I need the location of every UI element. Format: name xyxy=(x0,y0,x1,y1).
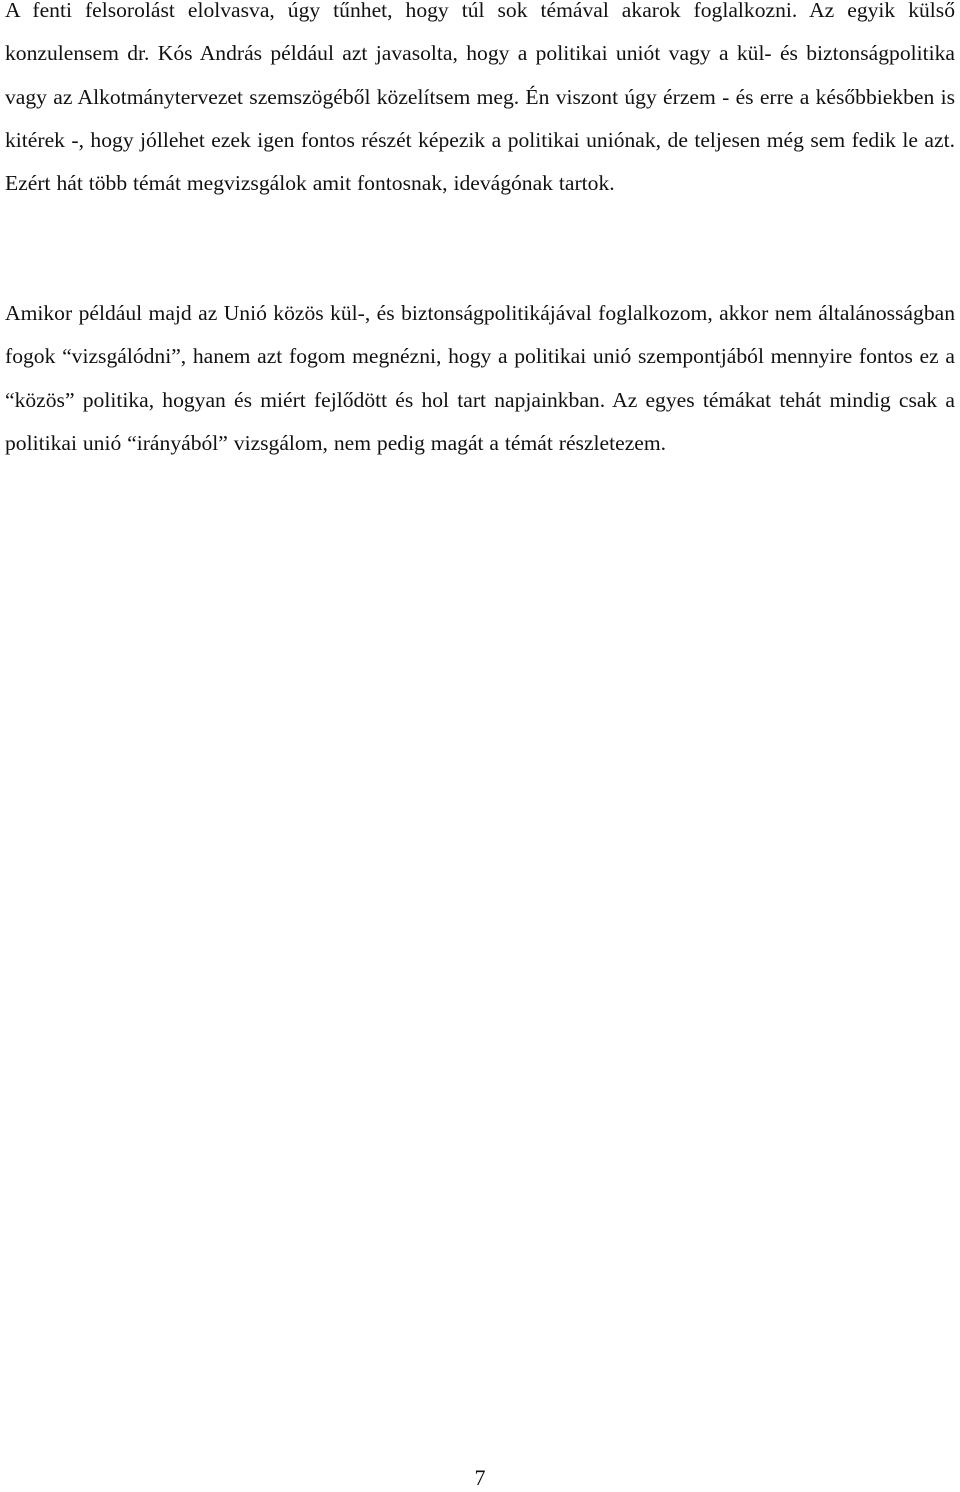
page-number: 7 xyxy=(474,1465,486,1490)
body-paragraph-1: A fenti felsorolást elolvasva, úgy tűnhet, hogy túl sok témával akarok foglalkozni. Az egyik külső konzulensem dr. Kós András például azt javasolta, hogy a politikai uniót vagy a kül- és biztonságpolitika vagy az Alkotmánytervezet szemszögéből közelítsem meg. Én viszont úgy érzem - és erre a későbbiekben is kitérek -, hogy jóllehet ezek igen fontos részét képezik a politikai uniónak, de teljesen még sem fedik le azt. Ezért hát több témát megvizsgálok amit fontosnak, idevágónak tartok. xyxy=(5,0,955,196)
body-paragraph-2: Amikor például majd az Unió közös kül-, és biztonságpolitikájával foglalkozom, akkor nem általánosságban fogok “vizsgálódni”, hanem azt fogom megnézni, hogy a politikai unió szempontjából mennyire fontos ez a “közös” politika, hogyan és miért fejlődött és hol tart napjainkban. Az egyes témákat tehát mindig csak a politikai unió “irányából” vizsgálom, nem pedig magát a témát részletezem. xyxy=(5,301,955,455)
